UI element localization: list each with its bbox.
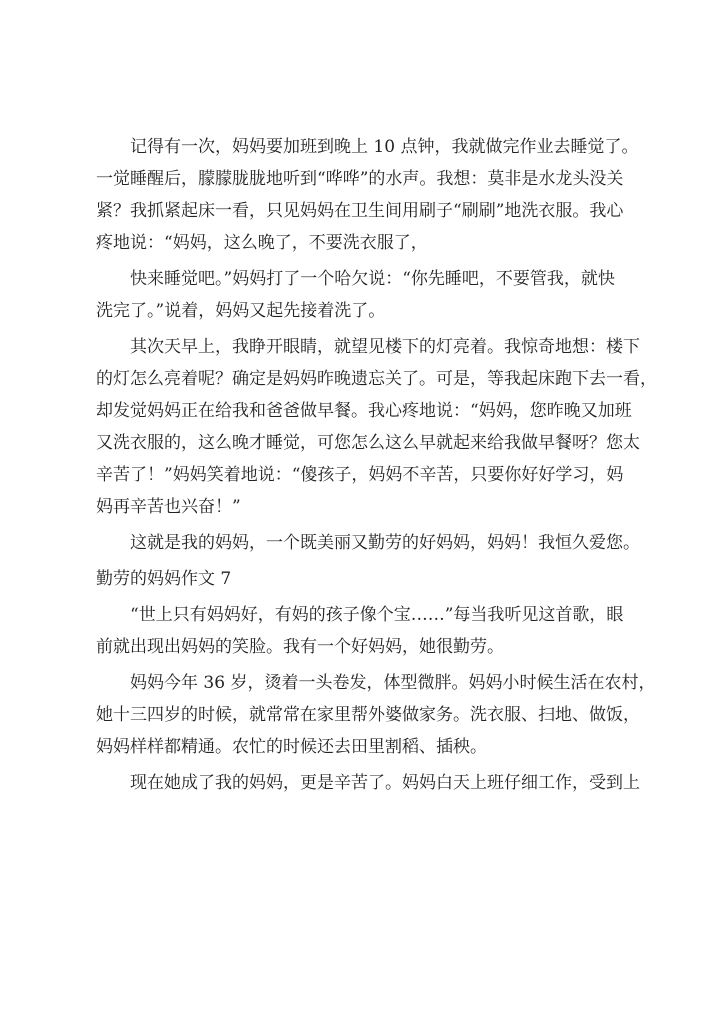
text-line: 妈再辛苦也兴奋！” (96, 497, 241, 517)
text-line: 现在她成了我的妈妈，更是辛苦了。妈妈白天上班仔细工作，受到上 (130, 773, 640, 793)
text-line: 紧？我抓紧起床一看，只见妈妈在卫生间用刷子“刷刷”地洗衣服。我心 (96, 201, 624, 221)
text-line: 疼地说：“妈妈，这么晚了，不要洗衣服了， (96, 233, 428, 253)
text-line: “世上只有妈妈好，有妈的孩子像个宝……”每当我听见这首歌，眼 (130, 605, 624, 625)
text-line: 辛苦了！”妈妈笑着地说：“傻孩子，妈妈不辛苦，只要你好好学习，妈 (96, 465, 624, 485)
document-body (96, 131, 657, 803)
text-line: 记得有一次，妈妈要加班到晚上 10 点钟，我就做完作业去睡觉了。 (130, 137, 639, 157)
text-line: 的灯怎么亮着呢？确定是妈妈昨晚遗忘关了。可是，等我起床跑下去一看， (96, 369, 657, 389)
text-line: 前就出现出妈妈的笑脸。我有一个好妈妈，她很勤劳。 (96, 637, 504, 657)
paragraph (96, 331, 657, 523)
text-line: 洗完了。”说着，妈妈又起先接着洗了。 (96, 301, 386, 321)
paragraph (96, 131, 639, 259)
text-line: 妈妈今年 36 岁，烫着一头卷发，体型微胖。妈妈小时候生活在农村， (130, 673, 656, 693)
text-line: 勤劳的妈妈作文 7 (96, 569, 232, 589)
paragraph (96, 767, 640, 799)
text-line: 这就是我的妈妈，一个既美丽又勤劳的好妈妈，妈妈！我恒久爱您。 (130, 533, 640, 553)
text-line: 她十三四岁的时候，就常常在家里帮外婆做家务。洗衣服、扫地、做饭， (96, 705, 640, 725)
paragraph (96, 667, 656, 763)
section-heading (96, 563, 636, 595)
text-line: 却发觉妈妈正在给我和爸爸做早餐。我心疼地说：“妈妈，您昨晚又加班 (96, 401, 632, 421)
text-line: 一觉睡醒后，朦朦胧胧地听到“哗哗”的水声。我想：莫非是水龙头没关 (96, 169, 624, 189)
paragraph (96, 263, 636, 327)
text-line: 妈妈样样都精通。农忙的时候还去田里割稻、插秧。 (96, 737, 487, 757)
text-line: 其次天早上，我睁开眼睛，就望见楼下的灯亮着。我惊奇地想：楼下 (130, 337, 640, 357)
text-line: 快来睡觉吧。”妈妈打了一个哈欠说：“你先睡吧，不要管我，就快 (130, 269, 615, 289)
text-line: 又洗衣服的，这么晚才睡觉，可您怎么这么早就起来给我做早餐呀？您太 (96, 433, 640, 453)
paragraph (96, 599, 636, 663)
paragraph (96, 527, 640, 559)
